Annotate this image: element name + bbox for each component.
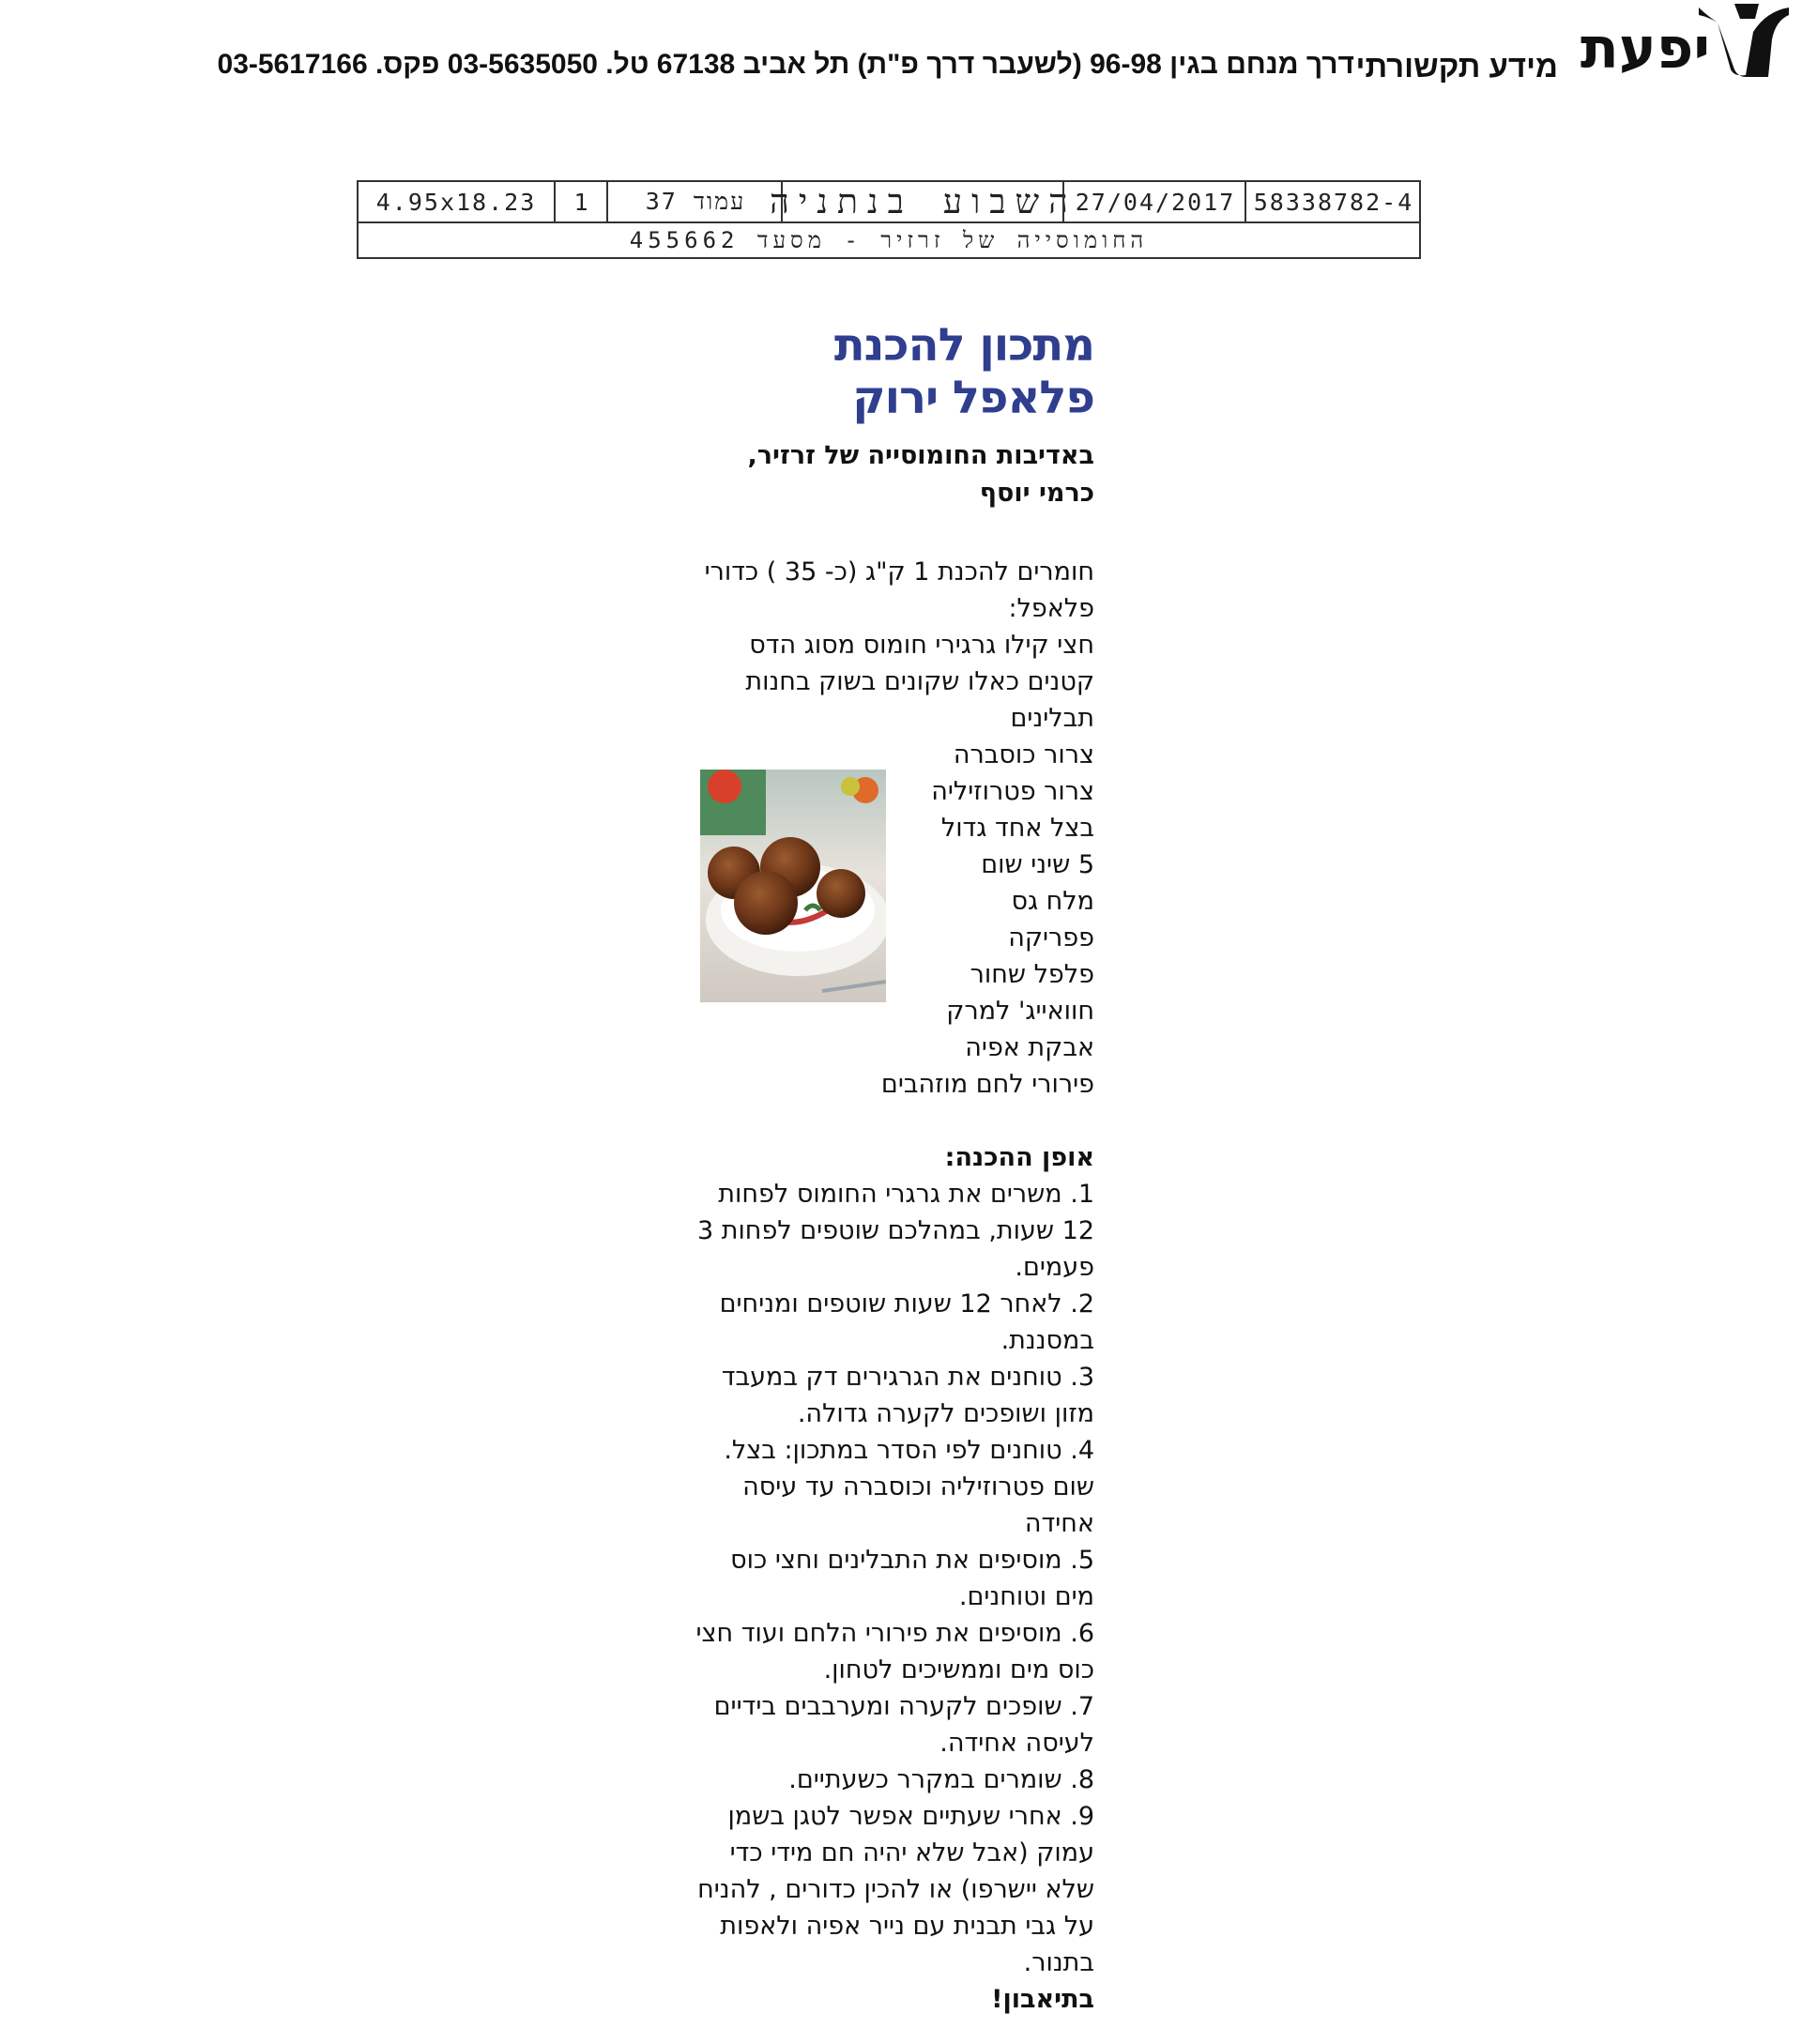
list-item: 5 שיני שום: [981, 850, 1094, 879]
title-line: פלאפל ירוק: [852, 372, 1094, 424]
ingredients-intro: חומרים להכנת 1 ק"ג (כ- 35 ) כדורי פלאפל:: [704, 557, 1094, 623]
closing-text: בתיאבון!: [991, 1985, 1094, 2014]
contact-address: דרך מנחם בגין 96-98 (לשעבר דרך פ"ת) תל אביב 67138 טל. 03-5635050 פקס. 03-5617166: [217, 49, 1354, 80]
method-steps: [695, 1176, 1094, 1981]
list-item: 5. מוסיפים את התבלינים וחצי כוס מים וטוחנים.: [730, 1546, 1094, 1611]
list-item: צרור כוסברה: [953, 740, 1094, 770]
subject-cell: החומוסייה של זרזיר - מסעד 455662: [629, 226, 1149, 253]
list-item: פפריקה: [1008, 923, 1094, 953]
count-cell: 1: [554, 182, 608, 221]
list-item: 7. שופכים לקערה ומערבבים בידיים לעיסה אחידה.: [713, 1692, 1094, 1758]
list-item: בצל אחד גדול: [940, 814, 1094, 843]
list-item: מלח גס: [1011, 887, 1094, 916]
list-item: חוואייג' למרק: [946, 997, 1094, 1026]
date-cell: 27/04/2017: [1062, 182, 1246, 221]
size-cell: 4.95x18.23: [375, 188, 537, 216]
title-line: מתכון להכנת: [833, 319, 1094, 372]
list-item: 6. מוסיפים את פירורי הלחם ועוד חצי כוס מים וממשיכים לטחון.: [695, 1619, 1094, 1685]
logo-text: יפעת: [1580, 16, 1710, 82]
tagline: מידע תקשורתי: [1355, 49, 1558, 84]
publication-name: השבוע בנתניה: [770, 183, 1077, 221]
yifat-logo-icon: [1697, 2, 1791, 79]
clipping-info-box: [357, 180, 1421, 259]
list-item: 1. משרים את גרגרי החומוס לפחות 12 שעות, במהלכם שוטפים לפחות 3 פעמים.: [696, 1180, 1094, 1282]
subtitle-line: כרמי יוסף: [979, 479, 1094, 508]
list-item: פירורי לחם מוזהבים: [880, 1070, 1094, 1099]
list-item: 9. אחרי שעתיים אפשר לטגן בשמן עמוק (אבל שלא יהיה חם מידי כדי שלא יישרפו) או להכין כדורים , להניח על גבי תבנית עם נייר אפיה ולאפות בתנור.: [697, 1802, 1094, 1977]
list-item: צרור פטרוזיליה: [931, 777, 1094, 806]
article: [695, 319, 1094, 2018]
article-subtitle: [695, 437, 1094, 512]
list-item: 8. שומרים במקרר כשעתיים.: [788, 1765, 1094, 1794]
list-item: 4. טוחנים לפי הסדר במתכון: בצל. שום פטרוזיליה וכוסברה עד עיסה אחידה: [724, 1436, 1094, 1538]
list-item: אבקת אפיה: [965, 1033, 1094, 1062]
page-header: [0, 0, 1802, 113]
info-row-main: [359, 182, 1419, 223]
falafel-photo: [700, 770, 886, 1002]
method-heading: אופן ההכנה:: [944, 1143, 1094, 1172]
list-item: 3. טוחנים את הגרגירים דק במעבד מזון ושופכים לקערה גדולה.: [721, 1363, 1094, 1428]
page-cell: עמוד 37: [606, 182, 783, 221]
list-item: פלפל שחור: [970, 960, 1094, 989]
article-title: [695, 319, 1094, 424]
subtitle-line: באדיבות החומוסייה של זרזיר,: [747, 441, 1094, 470]
list-item: חצי קילו גרגירי חומוס מסוג הדס קטנים כאלו שקונים בשוק בחנות תבלינים: [745, 631, 1094, 733]
item-id-cell: 58338782-4: [1245, 182, 1421, 221]
list-item: 2. לאחר 12 שעות שוטפים ומניחים במסננת.: [719, 1289, 1094, 1355]
